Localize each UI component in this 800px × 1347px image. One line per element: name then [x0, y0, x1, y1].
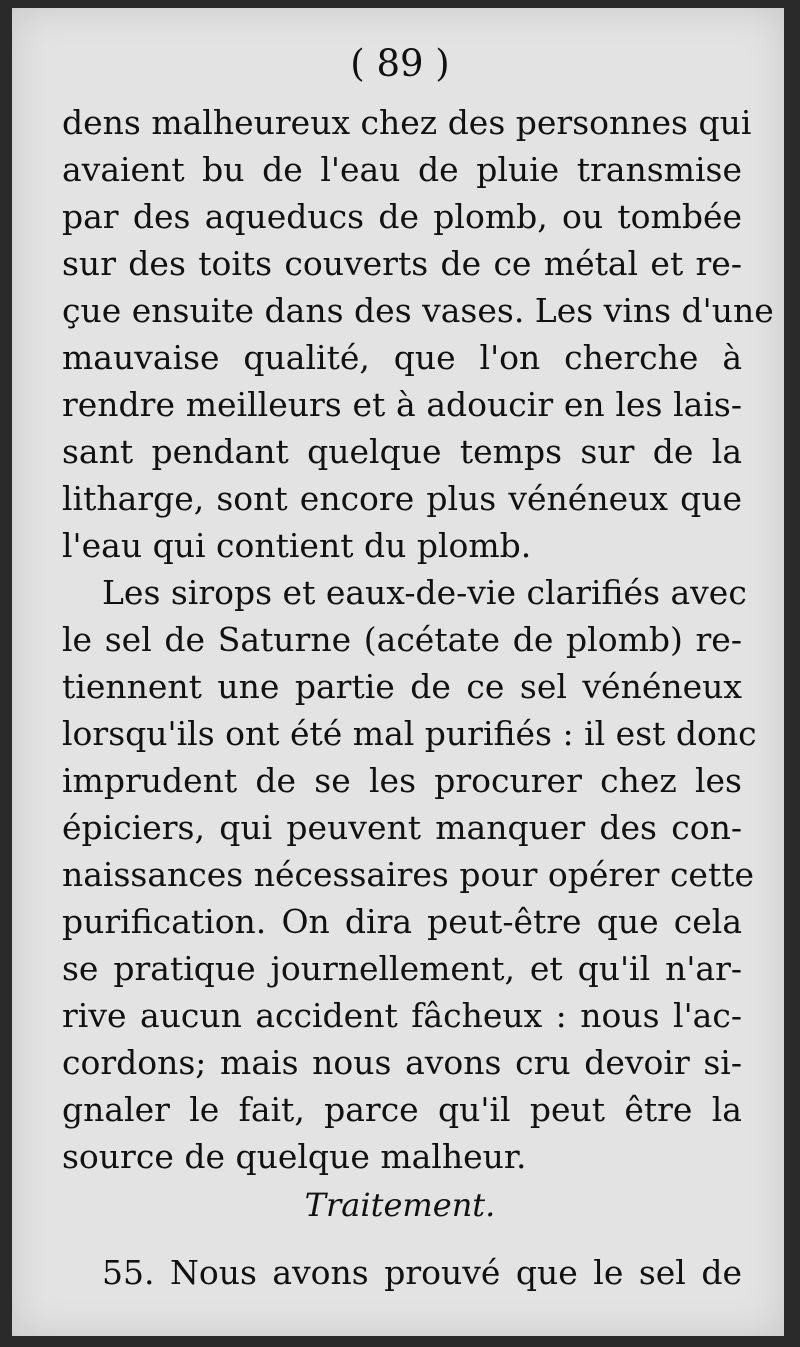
- text-line: rendre meilleurs et à adoucir en les lais-: [62, 385, 742, 424]
- text-line: par des aqueducs de plomb, ou tombée: [62, 197, 742, 236]
- text-line: rive aucun accident fâcheux : nous l'ac-: [62, 996, 742, 1035]
- text-line: litharge, sont encore plus vénéneux que: [62, 479, 742, 518]
- text-line: purification. On dira peut-être que cela: [62, 902, 742, 941]
- text-line: avaient bu de l'eau de pluie transmise: [62, 150, 742, 189]
- text-line: imprudent de se les procurer chez les: [62, 761, 742, 800]
- text-line: sur des toits couverts de ce métal et re-: [62, 244, 742, 283]
- text-line: l'eau qui contient du plomb.: [62, 526, 532, 565]
- text-line: lorsqu'ils ont été mal purifiés : il est donc: [62, 714, 757, 753]
- text-line: gnaler le fait, parce qu'il peut être la: [62, 1090, 742, 1129]
- text-line: mauvaise qualité, que l'on cherche à: [62, 338, 742, 377]
- text-line: çue ensuite dans des vases. Les vins d'une: [62, 291, 774, 330]
- text-line: sant pendant quelque temps sur de la: [62, 432, 742, 471]
- text-line: tiennent une partie de ce sel vénéneux: [62, 667, 742, 706]
- page-number: ( 89 ): [350, 42, 450, 85]
- text-line: source de quelque malheur.: [62, 1137, 527, 1176]
- text-line: naissances nécessaires pour opérer cette: [62, 855, 755, 894]
- section-heading: Traitement.: [304, 1186, 496, 1224]
- text-line: le sel de Saturne (acétate de plomb) re-: [62, 620, 742, 659]
- text-line: 55. Nous avons prouvé que le sel de: [102, 1253, 742, 1292]
- text-line: dens malheureux chez des personnes qui: [62, 103, 752, 142]
- text-line: cordons; mais nous avons cru devoir si-: [62, 1043, 742, 1082]
- text-line: épiciers, qui peuvent manquer des con-: [62, 808, 742, 847]
- text-line: se pratique journellement, et qu'il n'ar-: [62, 949, 742, 988]
- text-line: Les sirops et eaux-de-vie clarifiés avec: [102, 573, 747, 612]
